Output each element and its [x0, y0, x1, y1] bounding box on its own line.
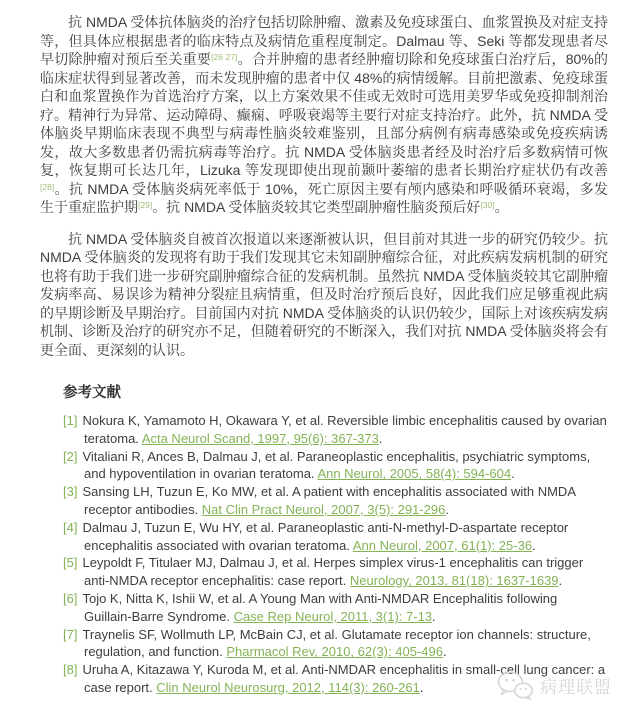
- journal-citation-link[interactable]: Ann Neurol, 2007, 61(1): 25-36: [352, 537, 533, 553]
- journal-citation-link[interactable]: Pharmacol Rev, 2010, 62(3): 405-496: [226, 644, 443, 660]
- reference-number-link[interactable]: [1]: [63, 413, 78, 428]
- paragraph-text: 。抗 NMDA 受体脑炎病死率低于 10%，死亡原因主要有颅内感染和呼吸循环衰竭，多发生于重症监护期: [40, 180, 608, 215]
- journal-citation-link[interactable]: Neurology, 2013, 81(18): 1637-1639: [349, 573, 559, 589]
- citation-ref-link[interactable]: [30]: [480, 200, 495, 210]
- reference-number-link[interactable]: [5]: [63, 555, 78, 571]
- journal-citation-link[interactable]: Acta Neurol Scand, 1997, 95(6): 367-373: [141, 430, 379, 446]
- citation-ref-link[interactable]: [29]: [138, 200, 153, 210]
- reference-text: .: [558, 573, 563, 589]
- paragraph-text: 抗 NMDA 受体抗体脑炎的治疗包括切除肿瘤、激素及免疫球蛋白、血浆置换及对症支持等，但具体应根据患者的临床特点及病情危重程度制定。Dalmau 等、Seki 等都发现患者尽早切除肿瘤对预后至关重要: [40, 14, 608, 67]
- paragraph-text: 。抗 NMDA 受体脑炎较其它类型副肿瘤性脑炎预后好: [152, 199, 481, 215]
- paragraphs-container: [40, 13, 608, 359]
- paragraph-text: 抗 NMDA 受体脑炎自被首次报道以来逐渐被认识，但目前对其进一步的研究仍较少。抗 NMDA 受体脑炎的发现将有助于我们发现其它未知副肿瘤综合征，对此疾病发病机制的研究也将有助于我们进一步研究副肿瘤综合征的发病机制。虽然抗 NMDA 受体脑炎较其它副肿瘤发病率高、易误诊为精神分裂症且病情重，但及时治疗预后良好，因此我们应足够重视此病的早期诊断及早期治疗。目前国内对抗 NMDA 受体脑炎的认识仍较少，国际上对该疾病发病机制、诊断及治疗的研究亦不足，但随着研究的不断深入，我们对抗 NMDA 受体脑炎将会有更全面、更深刻的认识。: [40, 230, 608, 358]
- reference-number-link[interactable]: [8]: [63, 662, 78, 678]
- reference-number-link[interactable]: [6]: [63, 590, 78, 606]
- paragraph-text: 。合并肿瘤的患者经肿瘤切除和免疫球蛋白治疗后，80%的临床症状得到显著改善，而未发现肿瘤的患者中仅 48%的病情缓解。目前把激素、免疫球蛋白和血浆置换作为首选治疗方案，以上方案效果不佳或无效时可选用美罗华或免疫抑制剂治疗。精神行为异常、运动障碍、癫痫、呼吸衰竭等主要行对症支持治疗。此外，抗 NMDA 受体脑炎早期临床表现不典型与病毒性脑炎较难鉴别，且部分病例有病毒感染或免疫疾病诱发，故大多数患者仍需抗病毒等治疗。抗 NMDA 受体脑炎患者经及时治疗后多数病情可恢复，恢复期可长达几年，Lizuka 等发现即使出现前颞叶萎缩的患者长期治疗症状仍有改善: [40, 51, 608, 178]
- reference-text: .: [419, 679, 424, 695]
- citation-ref-link[interactable]: [26 27]: [211, 52, 238, 62]
- references-list: [40, 412, 608, 697]
- journal-citation-link[interactable]: Clin Neurol Neurosurg, 2012, 114(3): 260-261: [156, 679, 420, 695]
- citation-ref-link[interactable]: [28]: [40, 181, 55, 192]
- reference-text: Sansing LH, Tuzun E, Ko MW, et al. A patient with encephalitis associated with NMDA receptor antibodies.: [82, 484, 576, 517]
- reference-text: .: [445, 501, 449, 517]
- journal-citation-link[interactable]: Ann Neurol, 2005, 58(4): 594-604: [317, 466, 512, 482]
- body-paragraph: [40, 13, 608, 217]
- watermark-text: 病理联盟: [540, 678, 612, 697]
- references-heading: 参考文献: [63, 385, 121, 401]
- reference-item: [63, 412, 608, 448]
- reference-number-link[interactable]: [7]: [63, 626, 78, 642]
- reference-item: [63, 626, 608, 662]
- reference-text: .: [511, 466, 515, 482]
- reference-text: Uruha A, Kitazawa Y, Kuroda M, et al. Anti-NMDAR encephalitis in small-cell lung cancer: a case report.: [82, 662, 606, 695]
- reference-text: Vitaliani R, Ances B, Dalmau J, et al. Paraneoplastic encephalitis, psychiatric symptoms, and hypoventilation in ovarian teratoma.: [82, 448, 591, 482]
- reference-text: .: [432, 608, 436, 624]
- journal-citation-link[interactable]: Nat Clin Pract Neurol, 2007, 3(5): 291-296: [201, 501, 446, 517]
- reference-text: .: [378, 430, 383, 446]
- paragraph-text: 。: [494, 199, 509, 215]
- reference-text: Traynelis SF, Wollmuth LP, McBain CJ, et al. Glutamate receptor ion channels: structure, regulation, and function.: [82, 626, 591, 660]
- reference-text: Nokura K, Yamamoto H, Okawara Y, et al. Reversible limbic encephalitis caused by ovarian teratoma.: [82, 413, 607, 446]
- reference-text: Tojo K, Nitta K, Ishii W, et al. A Young Man with Anti-NMDAR Encephalitis following Guillain-Barre Syndrome.: [82, 590, 558, 624]
- journal-citation-link[interactable]: Case Rep Neurol, 2011, 3(1): 7-13: [233, 608, 433, 624]
- watermark: [497, 671, 612, 700]
- reference-item: [63, 448, 608, 484]
- reference-item: [63, 519, 608, 555]
- reference-item: [63, 483, 608, 519]
- reference-text: .: [532, 537, 536, 553]
- reference-text: .: [442, 644, 447, 660]
- reference-number-link[interactable]: [3]: [63, 484, 78, 500]
- reference-item: [63, 590, 608, 626]
- reference-text: Leypoldt F, Titulaer MJ, Dalmau J, et al. Herpes simplex virus-1 encephalitis can trigger anti-NMDA receptor encephalitis: case report.: [82, 555, 584, 589]
- reference-item: [63, 554, 608, 590]
- wechat-icon: [497, 671, 533, 700]
- reference-number-link[interactable]: [2]: [63, 448, 78, 464]
- reference-number-link[interactable]: [4]: [63, 519, 78, 535]
- reference-text: Dalmau J, Tuzun E, Wu HY, et al. Paraneoplastic anti-N-methyl-D-aspartate receptor encephalitis associated with ovarian teratoma.: [82, 519, 569, 553]
- body-paragraph: [40, 230, 608, 360]
